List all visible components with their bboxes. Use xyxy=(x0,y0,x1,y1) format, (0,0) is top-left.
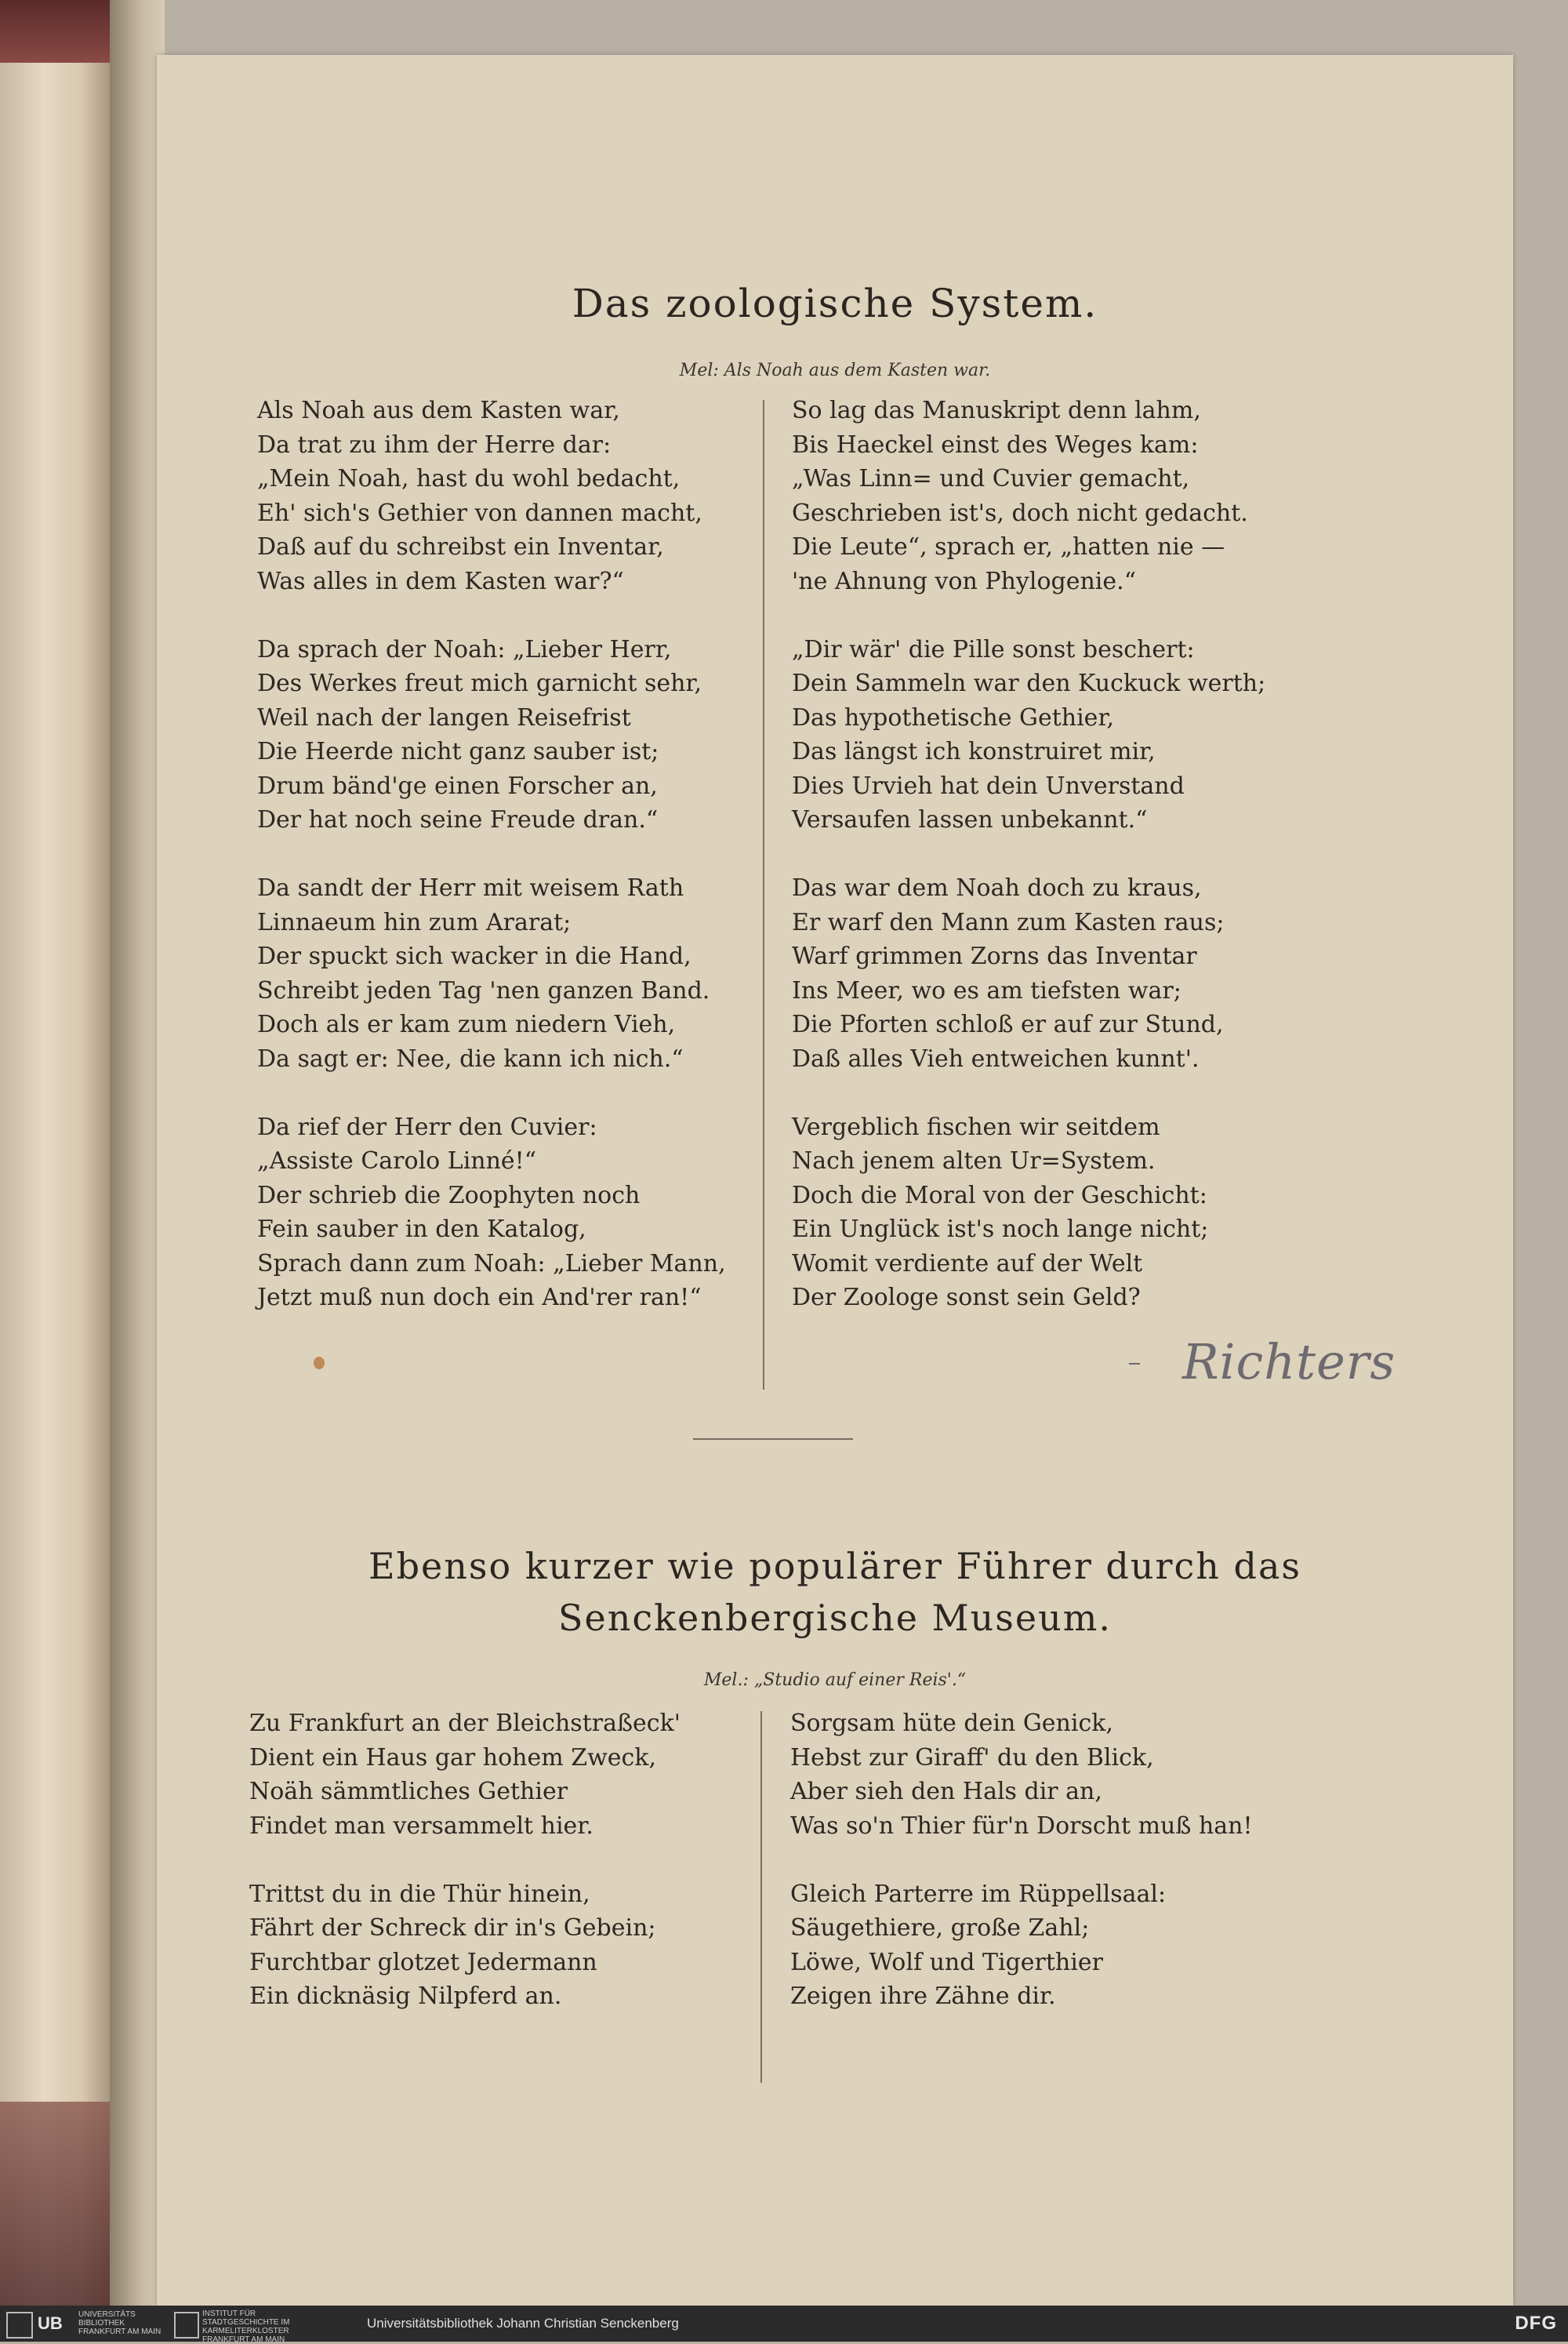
verse-line: Aber sieh den Hals dir an, xyxy=(790,1778,1102,1805)
poem2-right-column xyxy=(790,1706,1253,2014)
poem1-title: Das zoologische System. xyxy=(572,281,1098,326)
verse-line: Womit verdiente auf der Welt xyxy=(792,1249,1143,1277)
verse-line: Säugethiere, große Zahl; xyxy=(790,1914,1090,1942)
verse-line: Fährt der Schreck dir in's Gebein; xyxy=(249,1914,656,1942)
poem1-melody: Mel: Als Noah aus dem Kasten war. xyxy=(679,361,991,380)
poem2-column-divider xyxy=(760,1711,762,2083)
verse-line: Jetzt muß nun doch ein And'rer ran!“ xyxy=(257,1284,702,1311)
pencil-tick xyxy=(1129,1363,1140,1365)
institute-logo-icon xyxy=(174,2312,199,2339)
poem1-left-column xyxy=(257,394,726,1315)
footer-bar xyxy=(0,2306,1568,2342)
poem1-right-column xyxy=(792,394,1265,1315)
verse-line: Weil nach der langen Reisefrist xyxy=(257,703,631,732)
verse-line: Der hat noch seine Freude dran.“ xyxy=(257,806,659,834)
verse-line: Die Heerde nicht ganz sauber ist; xyxy=(257,738,659,765)
verse-line: So lag das Manuskript denn lahm, xyxy=(792,397,1201,424)
verse-line: Vergeblich fischen wir seitdem xyxy=(792,1113,1160,1141)
verse-line: Die Pforten schloß er auf zur Stund, xyxy=(792,1011,1224,1038)
verse-line: Das längst ich konstruiret mir, xyxy=(792,738,1156,765)
verse-line: Was so'n Thier für'n Dorscht muß han! xyxy=(790,1812,1253,1840)
verse-line: Der Zoologe sonst sein Geld? xyxy=(792,1284,1141,1311)
verse-line: Sorgsam hüte dein Genick, xyxy=(790,1710,1113,1737)
poem2-left-column xyxy=(249,1706,681,2014)
ub-logo-icon xyxy=(6,2312,33,2339)
dfg-logo: DFG xyxy=(1515,2313,1557,2334)
poem1-column-divider xyxy=(763,400,764,1390)
verse-line: Schreibt jeden Tag 'nen ganzen Band. xyxy=(257,976,710,1005)
verse-line: Da rief der Herr den Cuvier: xyxy=(257,1113,597,1141)
verse-line: Doch als er kam zum niedern Vieh, xyxy=(257,1011,676,1038)
verse-line: Findet man versammelt hier. xyxy=(249,1812,593,1840)
verse-line: „Was Linn= und Cuvier gemacht, xyxy=(792,465,1190,492)
verse-line: Die Leute“, sprach er, „hatten nie — xyxy=(792,533,1225,561)
verse-line: Als Noah aus dem Kasten war, xyxy=(257,397,620,424)
verse-line: Dein Sammeln war den Kuckuck werth; xyxy=(792,670,1266,697)
binding-cloth-top xyxy=(0,0,110,63)
stanza-gap xyxy=(790,1843,1253,1877)
verse-line: Nach jenem alten Ur=System. xyxy=(792,1147,1156,1175)
verse-line: Linnaeum hin zum Ararat; xyxy=(257,908,572,936)
section-separator xyxy=(693,1438,853,1440)
verse-line: Ein Unglück ist's noch lange nicht; xyxy=(792,1216,1209,1243)
verse-line: Ein dicknäsig Nilpferd an. xyxy=(249,1982,562,2010)
verse-line: Gleich Parterre im Rüppellsaal: xyxy=(790,1880,1167,1908)
stanza-gap xyxy=(257,1076,726,1110)
stanza-gap xyxy=(792,838,1265,872)
verse-line: Warf grimmen Zorns das Inventar xyxy=(792,943,1197,970)
handwritten-signature: Richters xyxy=(1182,1333,1396,1390)
verse-line: Noäh sämmtliches Gethier xyxy=(249,1778,568,1805)
poem2-title-line2: Senckenbergische Museum. xyxy=(558,1597,1112,1639)
institute-name: INSTITUT FÜR STADTGESCHICHTE IM KARMELITERKLOSTER FRANKFURT AM MAIN xyxy=(202,2309,290,2344)
verse-line: „Dir wär' die Pille sonst beschert: xyxy=(792,635,1195,663)
verse-line: Zeigen ihre Zähne dir. xyxy=(790,1982,1056,2010)
library-name: Universitätsbibliothek Johann Christian Senckenberg xyxy=(367,2316,679,2331)
verse-line: Da sagt er: Nee, die kann ich nich.“ xyxy=(257,1045,684,1073)
stanza-gap xyxy=(792,1076,1265,1110)
verse-line: Daß alles Vieh entweichen kunnt'. xyxy=(792,1045,1200,1073)
verse-line: Sprach dann zum Noah: „Lieber Mann, xyxy=(257,1249,726,1277)
ub-subtitle: UNIVERSITÄTS BIBLIOTHEK FRANKFURT AM MAIN xyxy=(78,2310,162,2336)
verse-line: Dies Urvieh hat dein Unverstand xyxy=(792,772,1185,800)
verse-line: Da trat zu ihm der Herre dar: xyxy=(257,431,612,459)
poem2-melody: Mel.: „Studio auf einer Reis'.“ xyxy=(703,1670,967,1690)
verse-line: Versaufen lassen unbekannt.“ xyxy=(792,806,1148,834)
verse-line: Geschrieben ist's, doch nicht gedacht. xyxy=(792,499,1248,527)
verse-line: Hebst zur Giraff' du den Blick, xyxy=(790,1743,1154,1772)
verse-line: Das hypothetische Gethier, xyxy=(792,703,1115,732)
verse-line: Ins Meer, wo es am tiefsten war; xyxy=(792,976,1181,1005)
book-binding xyxy=(0,0,110,2306)
verse-line: „Assiste Carolo Linné!“ xyxy=(257,1147,537,1175)
verse-line: Da sandt der Herr mit weisem Rath xyxy=(257,874,684,902)
verse-line: Was alles in dem Kasten war?“ xyxy=(257,567,624,595)
stanza-gap xyxy=(792,598,1265,633)
verse-line: Dient ein Haus gar hohem Zweck, xyxy=(249,1743,657,1772)
verse-line: Zu Frankfurt an der Bleichstraßeck' xyxy=(249,1710,681,1737)
verse-line: Des Werkes freut mich garnicht sehr, xyxy=(257,670,702,697)
verse-line: Da sprach der Noah: „Lieber Herr, xyxy=(257,635,672,663)
binding-cloth-bottom xyxy=(0,2102,110,2306)
verse-line: Der schrieb die Zoophyten noch xyxy=(257,1181,641,1209)
verse-line: Das war dem Noah doch zu kraus, xyxy=(792,874,1202,902)
stanza-gap xyxy=(249,1843,681,1877)
verse-line: Löwe, Wolf und Tigerthier xyxy=(790,1948,1103,1976)
ub-logo-text: UB xyxy=(38,2313,63,2333)
verse-line: Trittst du in die Thür hinein, xyxy=(249,1880,590,1908)
verse-line: Furchtbar glotzet Jedermann xyxy=(249,1948,597,1976)
ink-spot xyxy=(314,1357,325,1369)
verse-line: Eh' sich's Gethier von dannen macht, xyxy=(257,499,702,527)
stanza-gap xyxy=(257,598,726,633)
verse-line: Drum bänd'ge einen Forscher an, xyxy=(257,772,658,800)
document-page xyxy=(157,55,1513,2306)
verse-line: Der spuckt sich wacker in die Hand, xyxy=(257,943,691,970)
verse-line: 'ne Ahnung von Phylogenie.“ xyxy=(792,567,1137,595)
verse-line: Fein sauber in den Katalog, xyxy=(257,1216,586,1243)
verse-line: Bis Haeckel einst des Weges kam: xyxy=(792,431,1199,459)
stanza-gap xyxy=(257,838,726,872)
poem2-title-line1: Ebenso kurzer wie populärer Führer durch das xyxy=(368,1545,1301,1587)
verse-line: Er warf den Mann zum Kasten raus; xyxy=(792,908,1225,936)
verse-line: Doch die Moral von der Geschicht: xyxy=(792,1181,1207,1209)
verse-line: Daß auf du schreibst ein Inventar, xyxy=(257,533,664,561)
verse-line: „Mein Noah, hast du wohl bedacht, xyxy=(257,465,681,492)
